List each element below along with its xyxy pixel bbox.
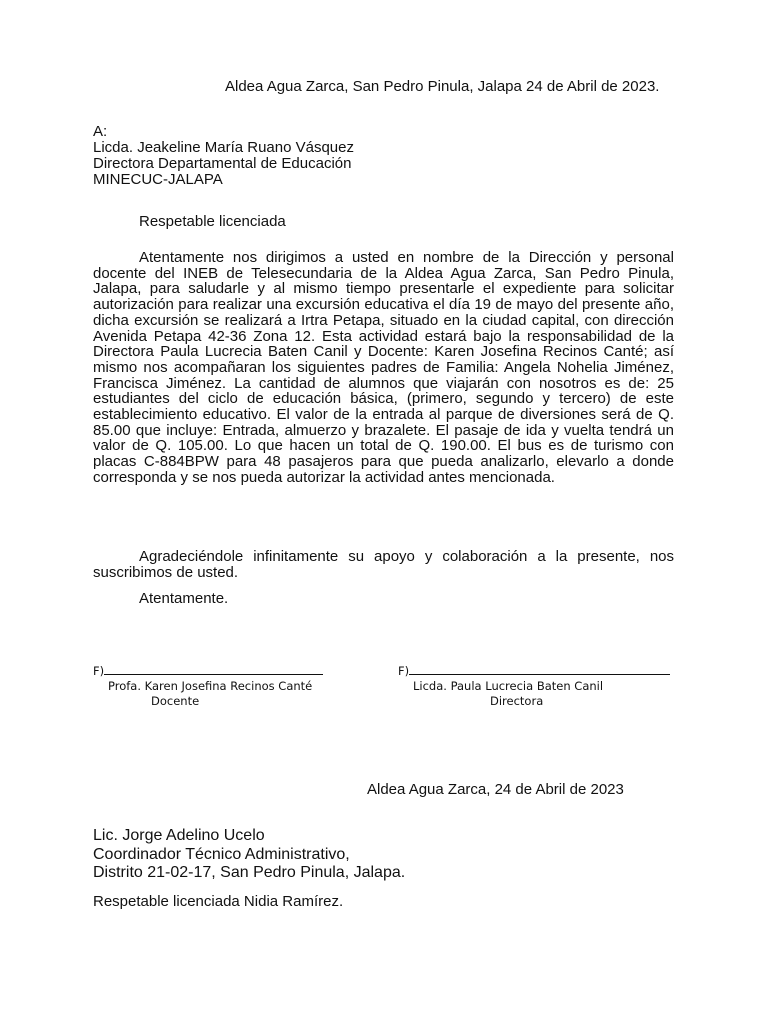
second-recipient-title: Coordinador Técnico Administrativo, — [93, 845, 350, 863]
signature-block-directora — [398, 664, 670, 709]
recipient-line: A: — [93, 123, 108, 140]
signature-block-docente — [93, 664, 323, 709]
second-recipient-district: Distrito 21-02-17, San Pedro Pinula, Jalapa. — [93, 864, 406, 881]
closing: Atentamente. — [139, 590, 229, 607]
second-salutation: Respetable licenciada Nidia Ramírez. — [93, 893, 344, 910]
recipient-org: MINECUC-JALAPA — [93, 171, 223, 188]
body-paragraph — [93, 250, 674, 486]
signature-line — [104, 674, 323, 675]
closing-paragraph-text: Agradeciéndole infinitamente su apoyo y colaboración a la presente, nos suscribimos de usted. — [93, 548, 674, 581]
signature-line — [409, 674, 670, 675]
signature-prefix: F) — [93, 664, 105, 678]
signature-role: Docente — [151, 694, 200, 708]
recipient-name: Licda. Jeakeline María Ruano Vásquez — [93, 139, 354, 156]
signature-name: Licda. Paula Lucrecia Baten Canil — [413, 679, 604, 693]
second-date-line: Aldea Agua Zarca, 24 de Abril de 2023 — [367, 781, 624, 798]
recipient-block — [93, 124, 354, 188]
salutation: Respetable licenciada — [139, 213, 286, 230]
closing-paragraph — [93, 549, 674, 580]
signature-role: Directora — [490, 694, 544, 708]
signature-name: Profa. Karen Josefina Recinos Canté — [108, 679, 313, 693]
recipient-title: Directora Departamental de Educación — [93, 155, 352, 172]
second-recipient-name: Lic. Jorge Adelino Ucelo — [93, 827, 265, 844]
second-recipient-block — [93, 827, 405, 883]
date-line: Aldea Agua Zarca, San Pedro Pinula, Jalapa 24 de Abril de 2023. — [225, 78, 660, 95]
body-text: Atentamente nos dirigimos a usted en nombre de la Dirección y personal docente del INEB de Telesecundaria de la Aldea Agua Zarca, San Pedro Pinula, Jalapa, para saludarle y al mismo tiempo presentarle el expediente para solicitar autorización para realizar una excursión educativa el día 19 de mayo del presente año, dicha excursión se realizará a Irtra Petapa, situado en la ciudad capital, con dirección Avenida Petapa 42-36 Zona 12. Esta actividad estará bajo la responsabilidad de la Directora Paula Lucrecia Baten Canil y Docente: Karen Josefina Recinos Canté; así mismo nos acompañaran los siguientes padres de Familia: Angela Nohelia Jiménez, Francisca Jiménez. La cantidad de alumnos que viajarán con nosotros es de: 25 estudiantes del ciclo de educación básica, (primero, segundo y tercero) de este establecimiento educativo. El valor de la entrada al parque de diversiones será de Q. 85.00 que incluye: Entrada, almuerzo y brazalete. El pasaje de ida y vuelta tendrá un valor de Q. 105.00. Lo que hacen un total de Q. 190.00. El bus es de turismo con placas C-884BPW para 48 pasajeros para que pueda analizarlo, elevarlo a donde corresponda y se nos pueda autorizar la actividad antes mencionada. — [93, 249, 674, 486]
signature-prefix: F) — [398, 664, 410, 678]
